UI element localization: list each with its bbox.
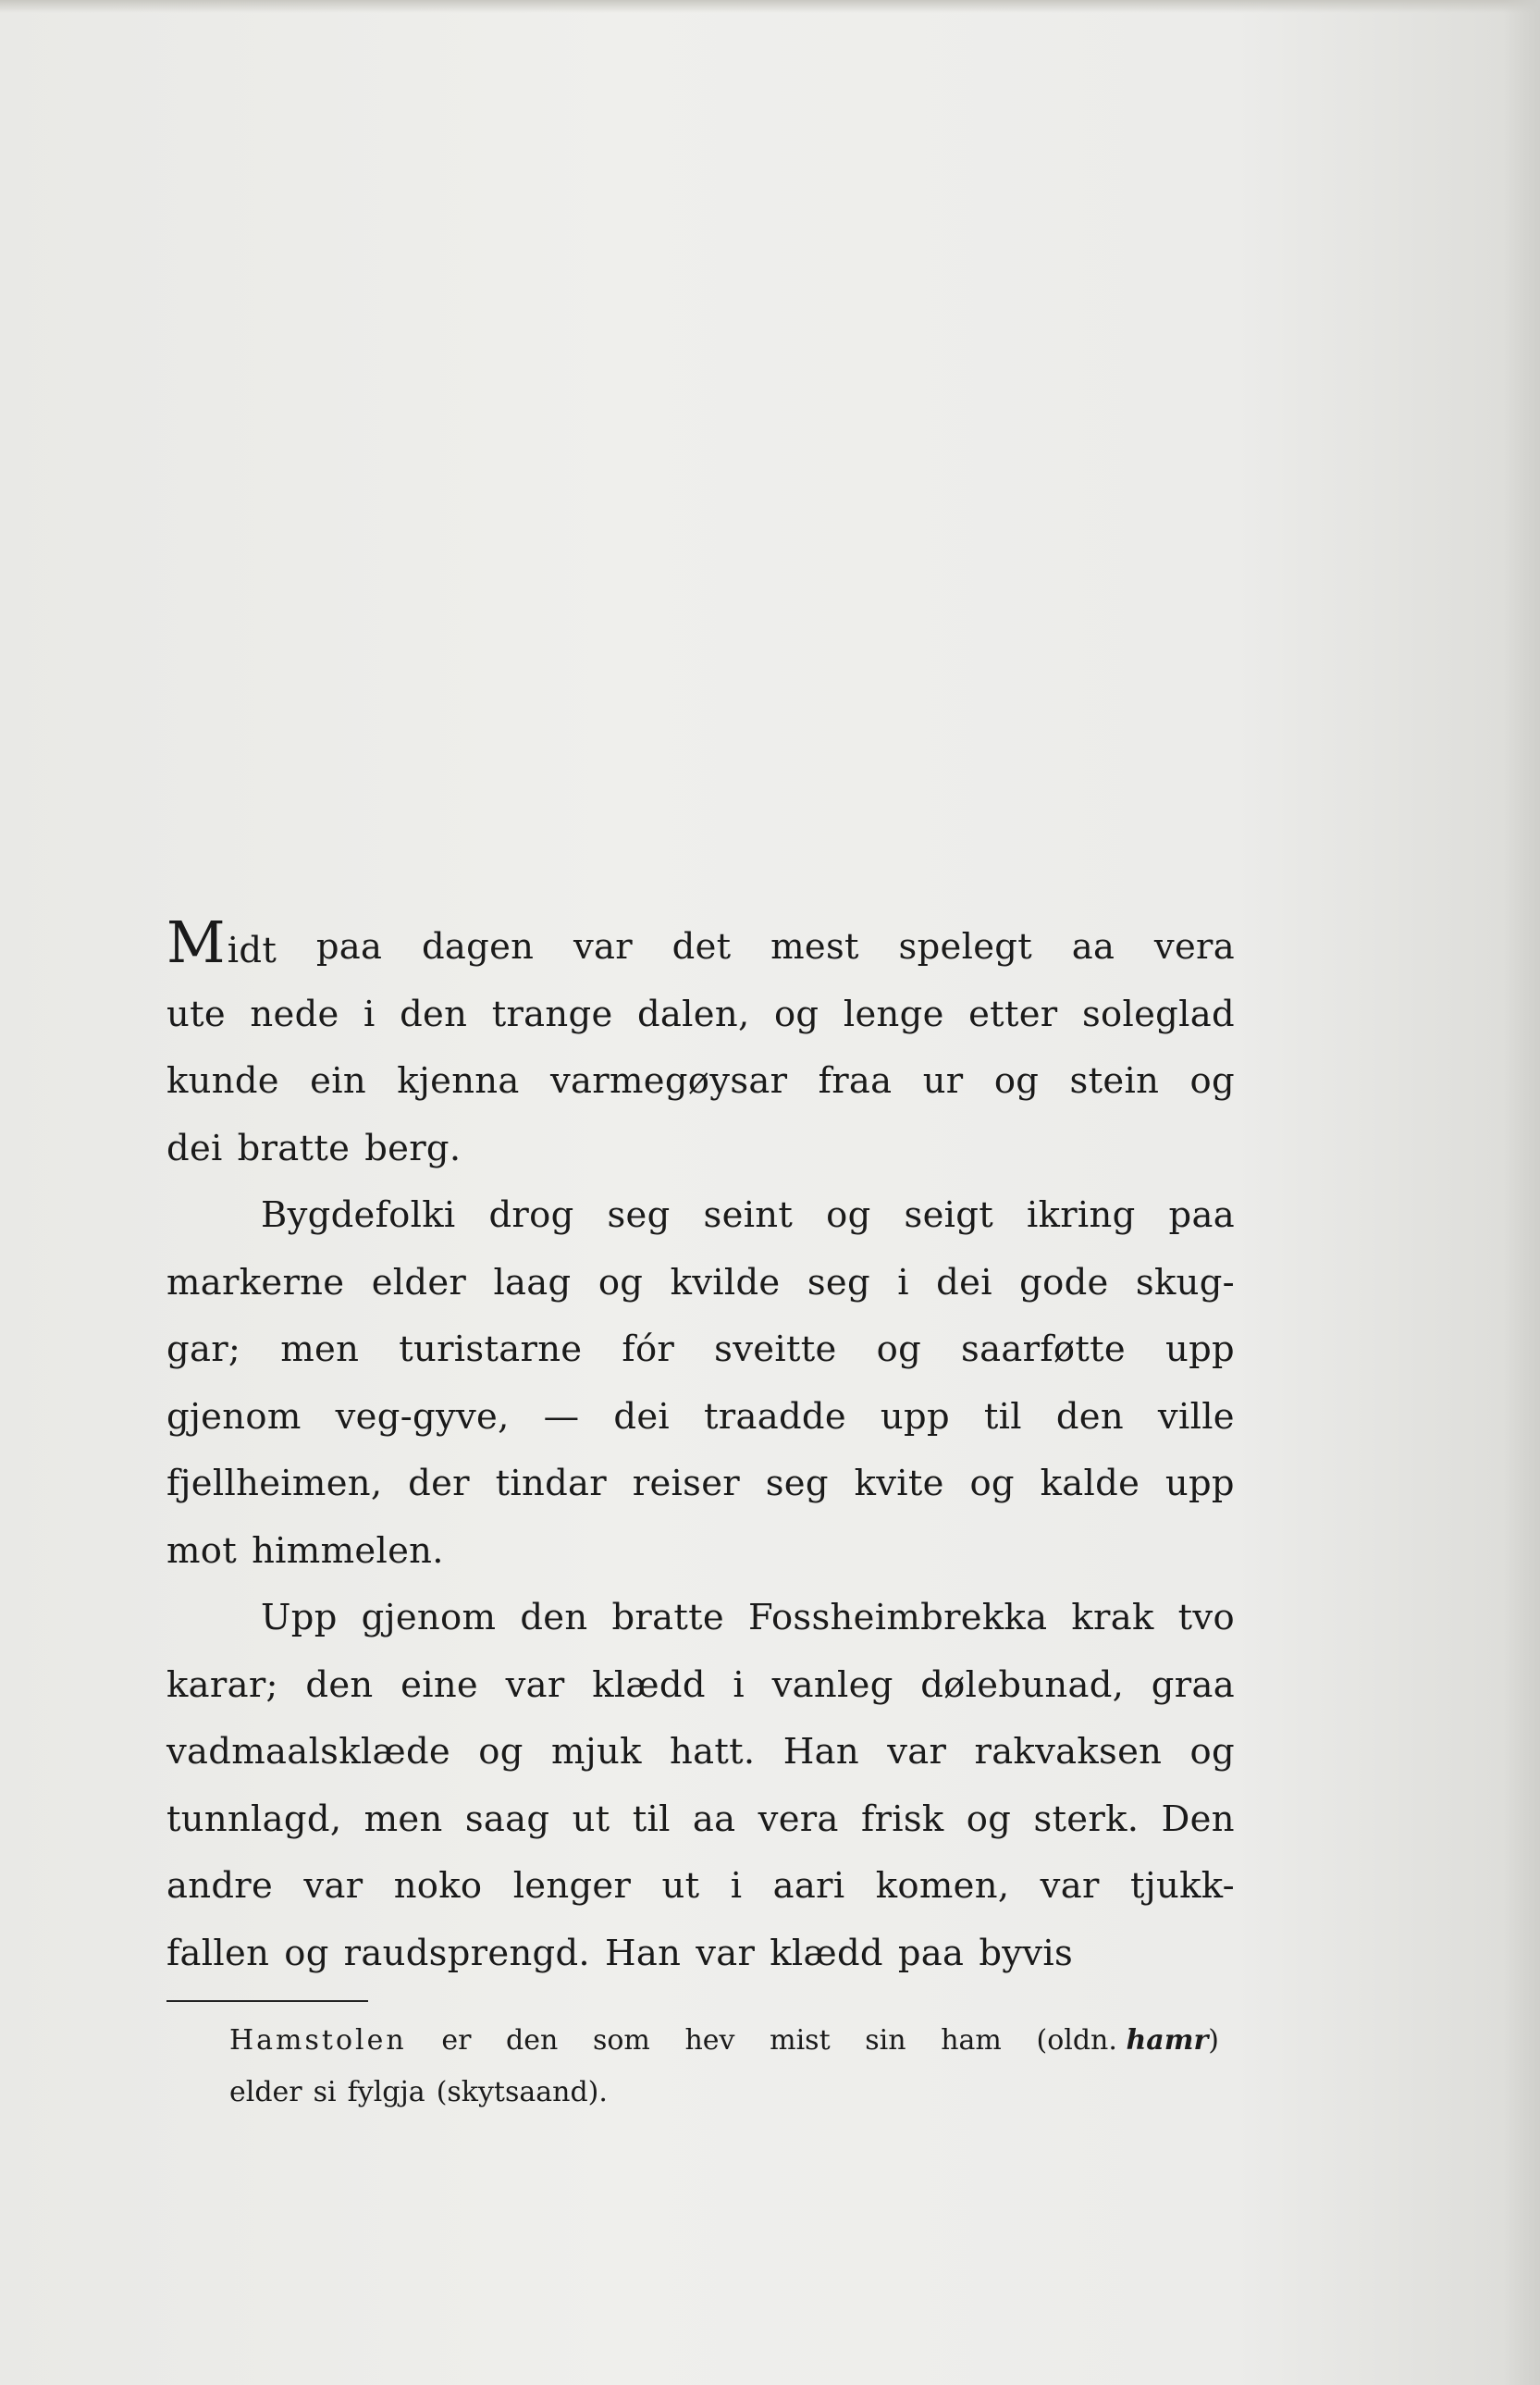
word: kvite	[854, 1463, 944, 1504]
word: Bygdefolki	[261, 1194, 456, 1236]
word: og	[478, 1731, 524, 1773]
word: tunnlagd,	[166, 1798, 342, 1840]
word: den	[520, 1597, 588, 1638]
word: skug-	[1135, 1261, 1235, 1304]
word: noko	[393, 1865, 483, 1907]
word: seigt	[904, 1194, 993, 1236]
word: der	[408, 1463, 470, 1504]
text-line	[166, 1250, 1235, 1317]
word: dei	[936, 1261, 992, 1304]
word: elder	[371, 1261, 467, 1304]
word: kunde	[166, 1060, 279, 1102]
word: aa	[1071, 926, 1115, 968]
word: dei	[613, 1395, 671, 1438]
word: trange	[491, 993, 613, 1035]
footnote-paren: )	[1208, 2024, 1219, 2057]
word: og	[284, 1932, 329, 1974]
word: var	[573, 926, 633, 968]
page-top-shadow	[0, 0, 1540, 13]
word: tjukk-	[1129, 1865, 1235, 1907]
word: traadde	[704, 1395, 846, 1438]
word: —	[543, 1395, 580, 1438]
word: fór	[622, 1328, 675, 1370]
text-line	[166, 1719, 1235, 1786]
text-line	[166, 1451, 1235, 1518]
word: drog	[488, 1194, 574, 1236]
word: andre	[166, 1865, 274, 1907]
first-word	[166, 908, 277, 982]
footnote-word: hev	[684, 2024, 735, 2057]
word: ein	[310, 1060, 366, 1102]
word: komen,	[875, 1865, 1010, 1907]
word: veg-gyve,	[335, 1395, 510, 1438]
word: seg	[765, 1463, 829, 1504]
footnote	[229, 2015, 1219, 2119]
word: var	[1040, 1865, 1100, 1907]
word: gjenom	[166, 1395, 302, 1438]
word: gar;	[166, 1328, 241, 1370]
text-line	[166, 908, 1235, 982]
footnote-emphasis: hamr	[1126, 2024, 1209, 2057]
word: og	[876, 1328, 922, 1370]
word: tindar	[495, 1463, 608, 1504]
word: til	[632, 1798, 671, 1840]
footnote-line	[229, 2015, 1219, 2067]
word: bratte	[237, 1127, 351, 1169]
word: fjellheimen,	[166, 1463, 383, 1504]
word: sveitte	[714, 1328, 837, 1370]
text-line	[166, 1116, 1235, 1183]
word: til	[983, 1395, 1022, 1438]
text-line	[166, 1182, 1235, 1250]
footnote-word: er	[441, 2024, 472, 2057]
body-text	[166, 908, 1235, 1987]
word: seg	[807, 1261, 870, 1304]
word: kalde	[1040, 1463, 1140, 1504]
word: reiser	[632, 1463, 740, 1504]
word: kvilde	[670, 1261, 781, 1304]
word: bratte	[611, 1597, 725, 1638]
word: den	[305, 1663, 374, 1706]
word: markerne	[166, 1261, 345, 1304]
footnote-word: sin	[865, 2024, 906, 2057]
footnote-word: elder	[229, 2076, 302, 2108]
word: det	[671, 926, 732, 968]
word: berg.	[364, 1127, 462, 1169]
word: karar;	[166, 1663, 278, 1706]
word: himmelen.	[252, 1529, 444, 1572]
text-line	[166, 1316, 1235, 1384]
word: paa	[897, 1932, 965, 1974]
word: aa	[692, 1798, 736, 1840]
word: fallen	[166, 1932, 270, 1974]
word: soleglad	[1081, 993, 1235, 1035]
word: vera	[1153, 926, 1235, 968]
word: var	[887, 1731, 947, 1773]
word: og	[826, 1194, 871, 1236]
word: Den	[1161, 1798, 1235, 1840]
text-line	[166, 1048, 1235, 1116]
word: kjenna	[397, 1060, 520, 1102]
footnote-word: som	[592, 2024, 650, 2057]
text-line	[166, 1921, 1235, 1988]
text-line	[166, 1652, 1235, 1720]
word: nede	[250, 993, 339, 1035]
word: upp	[1164, 1463, 1235, 1504]
word: gjenom	[361, 1597, 497, 1638]
word: og	[966, 1798, 1012, 1840]
word: spelegt	[898, 926, 1033, 968]
footnote-word: (skytsaand).	[436, 2076, 608, 2108]
word: seg	[607, 1194, 671, 1236]
footnote-etymology	[1036, 2015, 1219, 2067]
footnote-word: si	[313, 2076, 337, 2108]
word: byvis	[979, 1932, 1074, 1974]
footnote-word: (oldn.	[1036, 2024, 1117, 2057]
word: dølebunad,	[920, 1663, 1125, 1706]
word: krak	[1071, 1597, 1154, 1638]
word: og	[969, 1463, 1015, 1504]
footnote-rule	[166, 2000, 368, 2002]
word: vanleg	[771, 1663, 893, 1706]
word: ur	[922, 1060, 964, 1102]
word: stein	[1069, 1060, 1160, 1102]
word: men	[363, 1798, 443, 1840]
text-line	[166, 1585, 1235, 1652]
word: klædd	[770, 1932, 883, 1974]
footnote-term: Hamstolen	[229, 2024, 407, 2057]
text-line	[166, 1786, 1235, 1854]
word: lenge	[843, 993, 944, 1035]
word: aari	[772, 1865, 845, 1907]
word: hatt.	[670, 1731, 756, 1773]
word: dagen	[421, 926, 535, 968]
word: saag	[464, 1798, 550, 1840]
word: upp	[880, 1395, 950, 1438]
text-line	[166, 1853, 1235, 1921]
text-line	[166, 982, 1235, 1049]
word: var	[505, 1663, 565, 1706]
word: idt	[227, 930, 277, 971]
footnote-line	[229, 2067, 1219, 2119]
word: fraa	[818, 1060, 893, 1102]
word: mest	[770, 926, 859, 968]
word: ville	[1157, 1395, 1235, 1438]
word: upp	[1165, 1328, 1235, 1370]
word: laag	[493, 1261, 572, 1304]
word: saarføtte	[961, 1328, 1126, 1370]
word: ikring	[1026, 1194, 1136, 1236]
word: vadmaalsklæde	[166, 1731, 450, 1773]
word: gode	[1019, 1261, 1109, 1304]
word: mot	[166, 1529, 238, 1572]
word: rakvaksen	[974, 1731, 1163, 1773]
footnote-word: fylgja	[347, 2076, 425, 2108]
word: ut	[661, 1865, 700, 1907]
word: graa	[1151, 1663, 1235, 1706]
word: tvo	[1177, 1597, 1235, 1638]
word: i	[733, 1663, 745, 1706]
word: i	[363, 993, 376, 1035]
word: og	[598, 1261, 644, 1304]
footnote-word: den	[506, 2024, 559, 2057]
footnote-word: mist	[770, 2024, 831, 2057]
word: ut	[572, 1798, 610, 1840]
word: sterk.	[1033, 1798, 1140, 1840]
word: og	[1189, 1060, 1235, 1102]
footnote-word: ham	[941, 2024, 1002, 2057]
word: den	[1055, 1395, 1124, 1438]
word: vera	[758, 1798, 839, 1840]
word: og	[773, 993, 819, 1035]
word: var	[303, 1865, 363, 1907]
word: etter	[968, 993, 1058, 1035]
word: paa	[315, 926, 383, 968]
word: og	[1189, 1731, 1235, 1773]
word: mjuk	[550, 1731, 642, 1773]
word: Fossheimbrekka	[748, 1597, 1048, 1638]
word: Upp	[261, 1597, 338, 1638]
word: og	[993, 1060, 1040, 1102]
word: raudsprengd.	[343, 1932, 590, 1974]
word: dei	[166, 1127, 223, 1169]
page-binding-shadow	[1503, 0, 1540, 2385]
word: eine	[400, 1663, 479, 1706]
word: i	[730, 1865, 743, 1907]
word: turistarne	[399, 1328, 583, 1370]
word: frisk	[861, 1798, 944, 1840]
word: paa	[1168, 1194, 1235, 1236]
word: den	[400, 993, 468, 1035]
word: Han	[782, 1731, 859, 1773]
word: var	[696, 1932, 756, 1974]
word: seint	[703, 1194, 794, 1236]
text-line	[166, 1384, 1235, 1452]
word: men	[280, 1328, 360, 1370]
word: dalen,	[636, 993, 750, 1035]
word: klædd	[592, 1663, 706, 1706]
text-line	[166, 1518, 1235, 1586]
word: ute	[166, 993, 226, 1035]
word: lenger	[512, 1865, 632, 1907]
word: i	[897, 1261, 909, 1304]
drop-cap: M	[166, 908, 226, 976]
word: Han	[604, 1932, 682, 1974]
word: varmegøysar	[549, 1060, 788, 1102]
